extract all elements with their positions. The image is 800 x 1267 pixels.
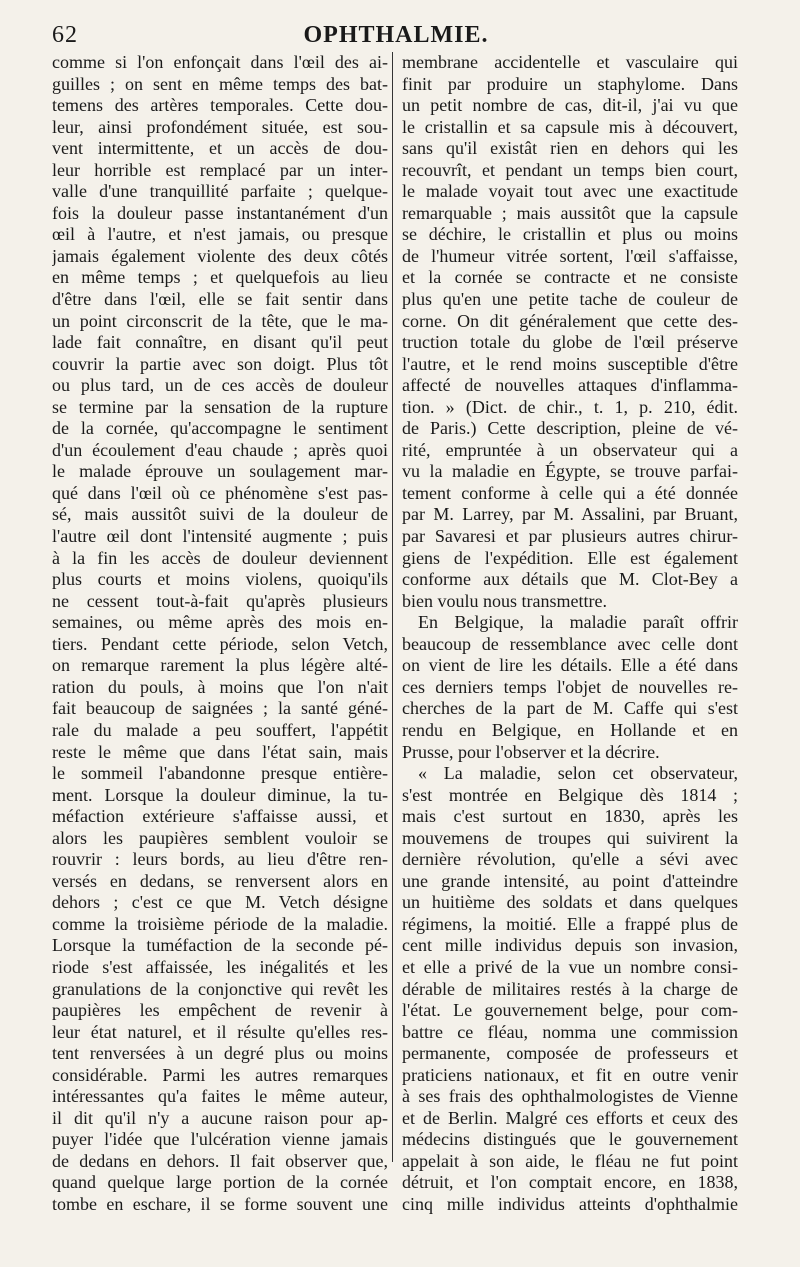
text-line: tion. » (Dict. de chir., t. 1, p. 210, édit. (402, 396, 738, 417)
text-line: battre ce fléau, nomma une commission (402, 1021, 738, 1042)
text-line: affecté de nouvelles attaques d'inflamma- (402, 375, 738, 396)
text-line: et la cornée se contracte et ne consiste (402, 267, 738, 288)
text-line: leur, ainsi profondément située, est sou- (52, 116, 388, 137)
text-line: à ses frais des ophthalmologistes de Vienne (402, 1086, 738, 1107)
text-line: finit par produire un staphylome. Dans (402, 73, 738, 94)
text-line: conforme aux détails que M. Clot-Bey a (402, 569, 738, 590)
text-line: reste le même que dans l'état sain, mais (52, 741, 388, 762)
text-line: mouvemens de troupes qui suivirent la (402, 827, 738, 848)
text-line: giens de l'expédition. Elle est également (402, 547, 738, 568)
text-line: vent intermittente, et un accès de dou- (52, 138, 388, 159)
text-line: quand quelque large portion de la cornée (52, 1172, 388, 1193)
text-line: puyer l'idée que l'ulcération vienne jamais (52, 1129, 388, 1150)
text-line: En Belgique, la maladie paraît offrir (418, 612, 738, 633)
right-column (402, 52, 738, 1216)
text-line: œil à l'autre, et n'est jamais, ou presque (52, 224, 388, 245)
text-line: une grande intensité, au point d'atteindre (402, 870, 738, 891)
left-column (52, 52, 388, 1216)
text-line: corne. On dit généralement que cette des- (402, 310, 738, 331)
text-line: s'est montrée en Belgique dès 1814 ; (402, 784, 738, 805)
text-line: on remarque rarement la plus légère alté- (52, 655, 388, 676)
text-line: de la cornée, qu'accompagne le sentiment (52, 418, 388, 439)
text-line: ration du pouls, à moins que l'on n'ait (52, 676, 388, 697)
text-line: intéressantes qu'a faites le même auteur, (52, 1086, 388, 1107)
text-line: ment. Lorsque la douleur diminue, la tu- (52, 784, 388, 805)
text-line: remarquable ; mais aussitôt que la capsule (402, 202, 738, 223)
text-line: le malade voyait tout avec une exactitude (402, 181, 738, 202)
text-line: recouvrît, et pendant un temps bien court, (402, 159, 738, 180)
text-line: rendu en Belgique, en Hollande et en (402, 719, 738, 740)
text-line: truction totale du globe de l'œil préserve (402, 332, 738, 353)
text-line: valle d'une tranquillité parfaite ; quelque- (52, 181, 388, 202)
text-line: membrane accidentelle et vasculaire qui (402, 52, 738, 72)
text-line: ne cessent tout-à-fait qu'après plusieurs (52, 590, 388, 611)
text-line: fait beaucoup de saignées ; la santé géné- (52, 698, 388, 719)
text-line: il dit qu'il n'y a aucune raison pour ap- (52, 1107, 388, 1128)
text-line: tement conforme à celle qui a été donnée (402, 482, 738, 503)
text-line: temens des artères temporales. Cette dou- (52, 95, 388, 116)
text-line: le malade éprouve un soulagement mar- (52, 461, 388, 482)
text-line: se termine par la sensation de la rupture (52, 396, 388, 417)
text-line: « La maladie, selon cet observateur, (418, 763, 738, 784)
text-line: tiers. Pendant cette période, selon Vetch, (52, 633, 388, 654)
text-line: dérable de militaires restés à la charge de (402, 978, 738, 999)
text-line: sé, mais aussitôt suivi de la douleur de (52, 504, 388, 525)
text-line: vu la maladie en Égypte, se trouve parfai- (402, 461, 738, 482)
text-line: on vient de lire les détails. Elle a été dans (402, 655, 738, 676)
text-line: l'autre œil dont l'intensité augmente ; puis (52, 526, 388, 547)
text-line: semaines, ou même après des mois en- (52, 612, 388, 633)
text-line: en même temps ; et quelquefois au lieu (52, 267, 388, 288)
page-number: 62 (52, 22, 78, 48)
text-line: jamais également violente des deux côtés (52, 245, 388, 266)
text-line: fois la douleur passe instantanément d'un (52, 202, 388, 223)
text-line: bien voulu nous transmettre. (402, 590, 607, 611)
text-line: de l'humeur vitrée sortent, l'œil s'affaisse, (402, 245, 738, 266)
text-line: détruit, et l'on comptait encore, en 1838, (402, 1172, 738, 1193)
text-line: à la fin les accès de douleur deviennent (52, 547, 388, 568)
text-line: tombe en eschare, il se forme souvent une (52, 1193, 388, 1214)
text-line: cherches de la part de M. Caffe qui s'est (402, 698, 738, 719)
text-line: couvrir la partie avec son doigt. Plus tôt (52, 353, 388, 374)
text-line: de Paris.) Cette description, pleine de vé- (402, 418, 738, 439)
text-line: permanente, composée de professeurs et (402, 1043, 738, 1064)
text-line: praticiens nationaux, et fit en outre venir (402, 1064, 738, 1085)
text-line: de dedans en dehors. Il fait observer que, (52, 1150, 388, 1171)
column-divider (392, 52, 393, 1162)
text-line: mais c'est surtout en 1830, après les (402, 806, 738, 827)
text-line: tent renversées à un degré plus ou moins (52, 1043, 388, 1064)
text-line: un point circonscrit de la tête, que le ma- (52, 310, 388, 331)
text-line: et de Berlin. Malgré ces efforts et ceux des (402, 1107, 738, 1128)
text-line: paupières les empêchent de revenir à (52, 1000, 388, 1021)
text-line: sans qu'il existât rien en dehors qui les (402, 138, 738, 159)
text-line: alors les paupières semblent vouloir se (52, 827, 388, 848)
text-line: régimens, la moitié. Elle a frappé plus de (402, 913, 738, 934)
text-line: et elle a privé de la vue un nombre consi- (402, 956, 738, 977)
text-line: rité, empruntée à un observateur qui a (402, 439, 738, 460)
text-line: un huitième des soldats et dans quelques (402, 892, 738, 913)
text-line: versés en dedans, se renversent alors en (52, 870, 388, 891)
text-line: Lorsque la tuméfaction de la seconde pé- (52, 935, 388, 956)
text-line: plus qu'en une petite tache de couleur de (402, 289, 738, 310)
text-line: par M. Larrey, par M. Assalini, par Bruant, (402, 504, 738, 525)
text-line: d'un écoulement d'eau chaude ; après quoi (52, 439, 388, 460)
text-line: considérable. Parmi les autres remarques (52, 1064, 388, 1085)
text-line: un petit nombre de cas, dit-il, j'ai vu que (402, 95, 738, 116)
text-line: méfaction extérieure s'affaisse aussi, et (52, 806, 388, 827)
text-line: le cristallin et sa capsule mis à découvert, (402, 116, 738, 137)
text-line: comme la troisième période de la maladie. (52, 913, 388, 934)
text-line: riode s'est affaissée, les inégalités et les (52, 956, 388, 977)
text-line: lade fait connaître, en disant qu'il peut (52, 332, 388, 353)
text-line: cinq mille individus atteints d'ophthalmie (402, 1193, 738, 1214)
text-line: ou plus tard, un de ces accès de douleur (52, 375, 388, 396)
text-line: plus courts et moins violens, quoiqu'ils (52, 569, 388, 590)
text-line: d'être dans l'œil, elle se fait sentir dans (52, 289, 388, 310)
running-title: OPHTHALMIE. (303, 22, 489, 48)
page-header (52, 22, 740, 52)
text-line: dehors ; c'est ce que M. Vetch désigne (52, 892, 388, 913)
text-line: médecins distingués que le gouvernement (402, 1129, 738, 1150)
text-line: granulations de la conjonctive qui revêt les (52, 978, 388, 999)
text-line: l'autre, et le rend moins susceptible d'être (402, 353, 738, 374)
text-line: leur état naturel, et il résulte qu'elles res- (52, 1021, 388, 1042)
text-line: qué dans l'œil où ce phénomène s'est pas- (52, 482, 388, 503)
text-line: leur horrible est remplacé par un inter- (52, 159, 388, 180)
text-line: Prusse, pour l'observer et la décrire. (402, 741, 660, 762)
text-line: se déchire, le cristallin et plus ou moins (402, 224, 738, 245)
text-line: l'état. Le gouvernement belge, pour com- (402, 1000, 738, 1021)
text-line: appelait à son aide, le fléau ne fut point (402, 1150, 738, 1171)
text-line: le sommeil l'abandonne presque entière- (52, 763, 388, 784)
text-line: ces derniers temps l'objet de nouvelles re- (402, 676, 738, 697)
text-line: par Savaresi et par plusieurs autres chirur- (402, 526, 738, 547)
text-line: beaucoup de ressemblance avec celle dont (402, 633, 738, 654)
text-line: cent mille individus depuis son invasion, (402, 935, 738, 956)
text-line: rouvrir : leurs bords, au lieu d'être ren- (52, 849, 388, 870)
text-line: rale du malade a peu souffert, l'appétit (52, 719, 388, 740)
text-line: guilles ; on sent en même temps des bat- (52, 73, 388, 94)
text-line: dernière révolution, qu'elle a sévi avec (402, 849, 738, 870)
text-line: comme si l'on enfonçait dans l'œil des ai- (52, 52, 388, 72)
